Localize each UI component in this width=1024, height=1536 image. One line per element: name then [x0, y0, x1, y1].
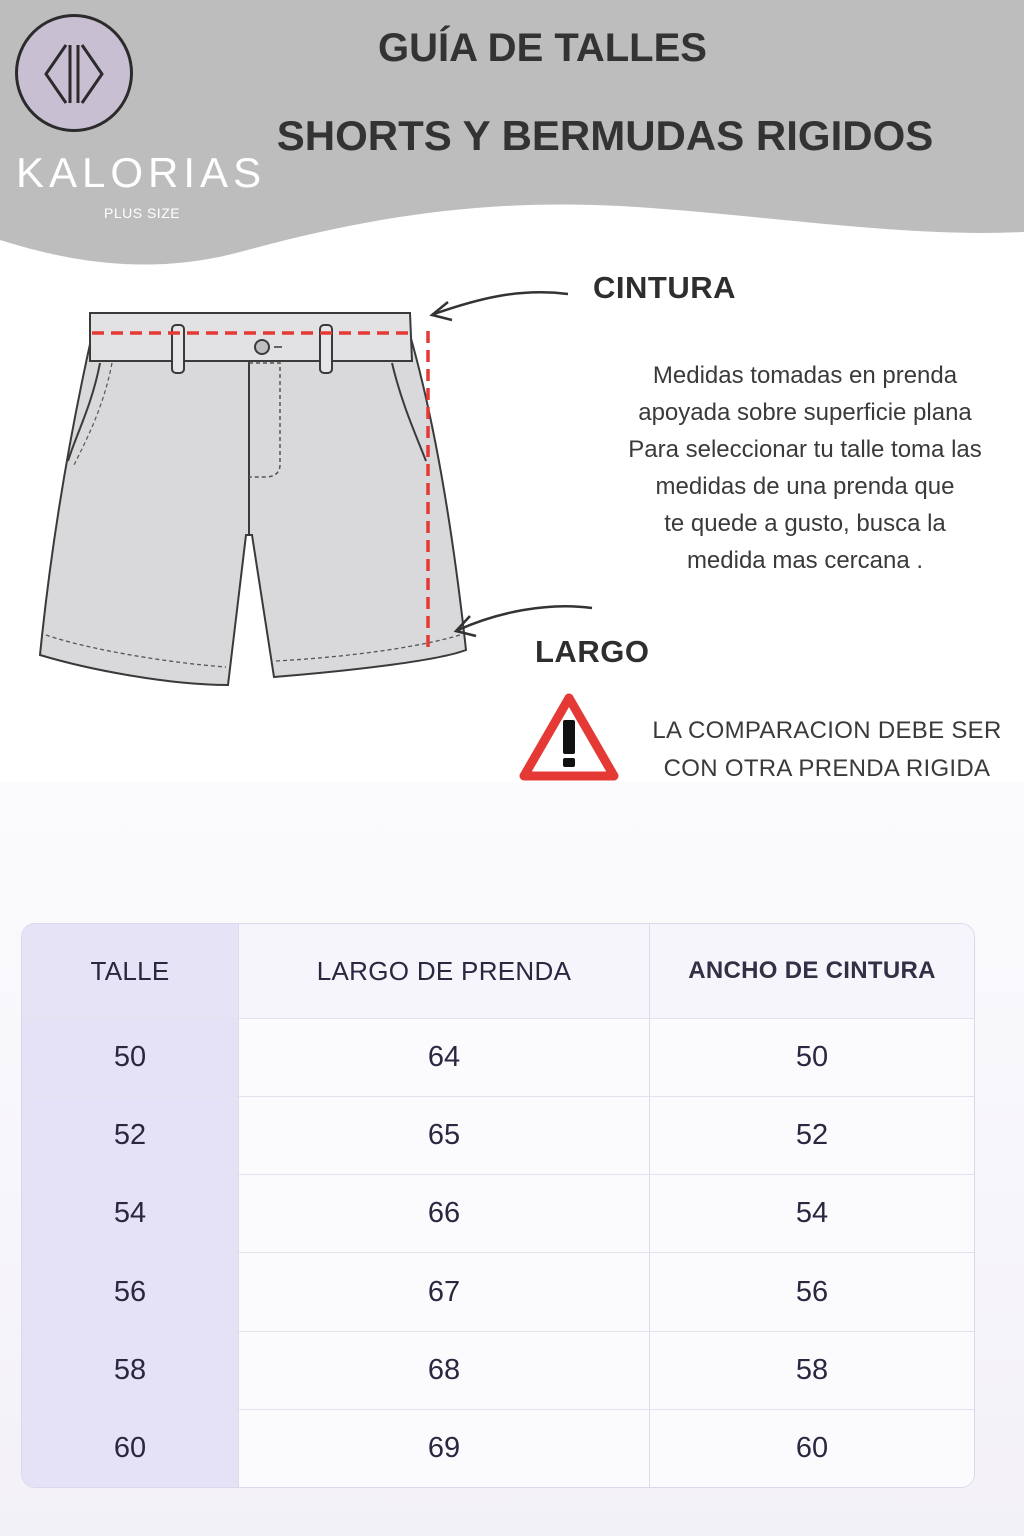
logo-monogram-icon	[18, 17, 130, 129]
length-label: LARGO	[535, 634, 650, 669]
cell-talle: 56	[22, 1253, 239, 1331]
column-header-ancho: ANCHO DE CINTURA	[650, 924, 974, 1019]
instruction-line: te quede a gusto, busca la	[664, 510, 946, 537]
cell-largo: 68	[239, 1332, 650, 1410]
size-table	[21, 923, 975, 1488]
instruction-line: medida mas cercana .	[686, 547, 924, 574]
cell-talle: 54	[22, 1175, 239, 1253]
cell-ancho: 54	[650, 1175, 974, 1253]
brand-logo	[15, 14, 133, 132]
cell-talle: 52	[22, 1097, 239, 1175]
cell-ancho: 58	[650, 1332, 974, 1410]
cell-talle: 60	[22, 1410, 239, 1487]
table-row	[22, 1097, 974, 1175]
warning-line: LA COMPARACION DEBE SER	[652, 717, 1002, 744]
cell-talle: 58	[22, 1332, 239, 1410]
column-header-largo: LARGO DE PRENDA	[239, 924, 650, 1019]
measurement-instructions	[586, 357, 1024, 579]
cell-largo: 69	[239, 1410, 650, 1487]
waist-arrow-icon	[420, 280, 580, 330]
warning-message	[630, 712, 1024, 788]
instruction-line: Medidas tomadas en prenda	[652, 362, 958, 389]
column-header-talle: TALLE	[22, 924, 239, 1019]
cell-largo: 66	[239, 1175, 650, 1253]
page-subtitle: SHORTS Y BERMUDAS RIGIDOS	[276, 112, 934, 159]
page-title: GUÍA DE TALLES	[378, 26, 707, 70]
cell-ancho: 60	[650, 1410, 974, 1487]
brand-tagline: PLUS SIZE	[104, 205, 181, 221]
warning-line: CON OTRA PRENDA RIGIDA	[663, 755, 991, 782]
table-row	[22, 1332, 974, 1410]
cell-ancho: 56	[650, 1253, 974, 1331]
table-row	[22, 1175, 974, 1253]
cell-largo: 67	[239, 1253, 650, 1331]
cell-ancho: 52	[650, 1097, 974, 1175]
table-row	[22, 1410, 974, 1487]
table-row	[22, 1019, 974, 1097]
cell-ancho: 50	[650, 1019, 974, 1097]
instruction-line: medidas de una prenda que	[655, 473, 955, 500]
table-header-row	[22, 924, 974, 1019]
cell-largo: 65	[239, 1097, 650, 1175]
waist-label: CINTURA	[593, 270, 736, 305]
cell-talle: 50	[22, 1019, 239, 1097]
instruction-line: apoyada sobre superficie plana	[638, 399, 972, 426]
brand-name: KALORIAS	[16, 149, 267, 196]
instruction-line: Para seleccionar tu talle toma las	[628, 436, 982, 463]
table-row	[22, 1253, 974, 1331]
cell-largo: 64	[239, 1019, 650, 1097]
warning-triangle-icon	[516, 690, 622, 786]
